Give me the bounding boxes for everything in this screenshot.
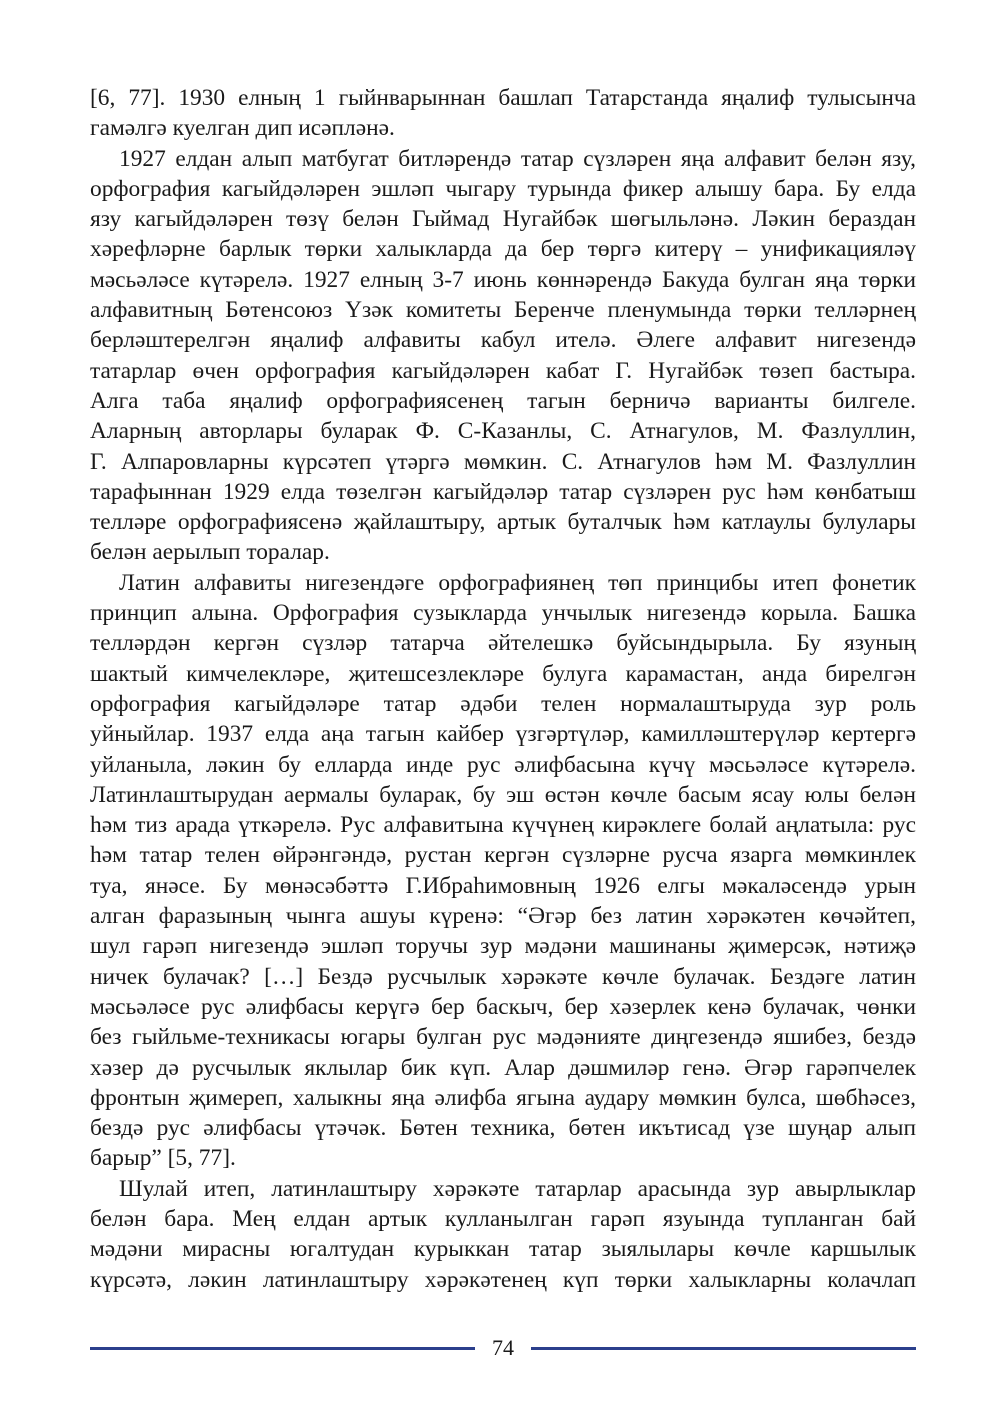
text-line: шул гарәп нигезендә эшләп торучы зур мәдәни машинаны җимерсәк, нәтиҗә bbox=[90, 933, 916, 960]
text-line: принцип алына. Орфография сузыкларда унчылык нигезендә корыла. Башка bbox=[90, 600, 916, 627]
text-line: 1927 елдан алып матбугат битләрендә татар сүзләрен яңа алфавит белән язу, bbox=[119, 145, 916, 172]
text-line: орфография кагыйдәләрен эшләп чыгару турында фикер алышу бара. Бу елда bbox=[90, 175, 916, 202]
text-line: туа, янәсе. Бу мөнәсәбәттә Г.Ибраһимовның 1926 елгы мәкаләсендә урын bbox=[90, 872, 916, 899]
text-line: тарафыннан 1929 елда төзелгән кагыйдәләр татар сүзләрен рус һәм көнбатыш bbox=[90, 478, 916, 505]
footer-rule-right bbox=[531, 1347, 916, 1350]
text-line: һәм тиз арада үткәрелә. Рус алфавитына күчүнең кирәклеге болай аңлатыла: рус bbox=[90, 812, 916, 839]
text-line: орфография кагыйдәләре татар әдәби телен нормалаштыруда зур роль bbox=[90, 690, 916, 717]
page-number: 74 bbox=[492, 1335, 514, 1360]
text-line: алфавитның Бөтенсоюз Үзәк комитеты Беренче пленумында төрки телләрнең bbox=[90, 297, 916, 324]
text-line: без гыйльме-техникасы югары булган рус мәдәнияте диңгезендә яшибез, бездә bbox=[90, 1024, 916, 1051]
text-line: ничек булачак? […] Бездә русчылык хәрәкәте көчле булачак. Бездәге латин bbox=[90, 963, 916, 990]
text-line: мәсьәләсе рус әлифбасы керүгә бер баскыч, бер хәзерлек кенә булачак, чөнки bbox=[90, 993, 916, 1020]
text-line: телләре орфографиясенә җайлаштыру, артык буталчык һәм катлаулы булулары bbox=[90, 509, 916, 536]
text-line: шактый кимчелекләре, җитешсезлекләре булуга карамастан, анда бирелгән bbox=[90, 660, 916, 687]
text-line: мәдәни мирасны югалтудан курыккан татар зыялылары көчле каршылык bbox=[90, 1236, 916, 1263]
text-line: Латин алфавиты нигезендәге орфографиянең төп принцибы итеп фонетик bbox=[119, 569, 916, 596]
text-line: бездә рус әлифбасы үтәчәк. Бөтен техника, бөтен икътисад үзе шуңар алып bbox=[90, 1115, 916, 1142]
text-line: белән аерылып торалар. bbox=[90, 539, 330, 566]
text-line: телләрдән кергән сүзләр татарча әйтелешкә буйсындырыла. Бу язуның bbox=[90, 630, 916, 657]
body-text bbox=[90, 83, 916, 1295]
paragraph bbox=[90, 1174, 916, 1295]
text-line: Шулай итеп, латинлаштыру хәрәкәте татарлар арасында зур авырлыклар bbox=[119, 1175, 916, 1202]
text-line: гамәлгә куелган дип исәпләнә. bbox=[90, 115, 395, 142]
text-line: алган фаразының чынга ашуы күренә: “Әгәр без латин хәрәкәтен көчәйтеп, bbox=[90, 903, 916, 930]
text-line: уйланыла, ләкин бу елларда инде рус әлифбасына күчү мәсьәләсе күтәрелә. bbox=[90, 751, 916, 778]
text-line: татарлар өчен орфография кагыйдәләрен кабат Г. Нугайбәк төзеп бастыра. bbox=[90, 357, 916, 384]
text-line: Латинлаштырудан аермалы буларак, бу эш өстән көчле басым ясау юлы белән bbox=[90, 781, 916, 808]
text-line: уйныйлар. 1937 елда аңа тагын кайбер үзгәртүләр, камилләштерүләр кертергә bbox=[90, 721, 916, 748]
text-line: барыр” [5, 77]. bbox=[90, 1145, 236, 1172]
text-line: язу кагыйдәләрен төзү белән Гыймад Нугайбәк шөгыльләнә. Ләкин бераздан bbox=[90, 206, 916, 233]
paragraph bbox=[90, 568, 916, 1174]
text-line: һәм татар телен өйрәнгәндә, рустан кергән сүзләрне русча язарга мөмкинлек bbox=[90, 842, 916, 869]
page-footer bbox=[90, 1333, 916, 1363]
text-line: Аларның авторлары буларак Ф. С-Казанлы, С. Атнагулов, М. Фазлуллин, bbox=[90, 418, 916, 445]
text-line: фронтын җимереп, халыкны яңа әлифба ягына аудару мөмкин булса, шөбһәсез, bbox=[90, 1084, 916, 1111]
paragraph bbox=[90, 83, 916, 144]
paragraph bbox=[90, 144, 916, 568]
text-line: хәзер дә русчылык яклылар бик күп. Алар дәшмиләр генә. Әгәр гарәпчелек bbox=[90, 1054, 916, 1081]
text-line: белән бара. Мең елдан артык кулланылган гарәп язуында тупланган бай bbox=[90, 1205, 916, 1232]
text-line: берләштерелгән яңалиф алфавиты кабул ителә. Әлеге алфавит нигезендә bbox=[90, 327, 916, 354]
text-line: хәрефләрне барлык төрки халыкларда да бер төргә китерү – унификацияләү bbox=[90, 236, 916, 263]
text-line: күрсәтә, ләкин латинлаштыру хәрәкәтенең күп төрки халыкларны колачлап bbox=[90, 1266, 916, 1293]
text-line: Г. Алпаровларны күрсәтеп үтәргә мөмкин. С. Атнагулов һәм М. Фазлуллин bbox=[90, 448, 916, 475]
text-line: Алга таба яңалиф орфографиясенең тагын берничә варианты билгеле. bbox=[90, 387, 916, 414]
text-line: [6, 77]. 1930 елның 1 гыйнварыннан башлап Татарстанда яңалиф тулысынча bbox=[90, 85, 916, 111]
text-line: мәсьәләсе күтәрелә. 1927 елның 3-7 июнь көннәрендә Бакуда булган яңа төрки bbox=[90, 266, 916, 293]
